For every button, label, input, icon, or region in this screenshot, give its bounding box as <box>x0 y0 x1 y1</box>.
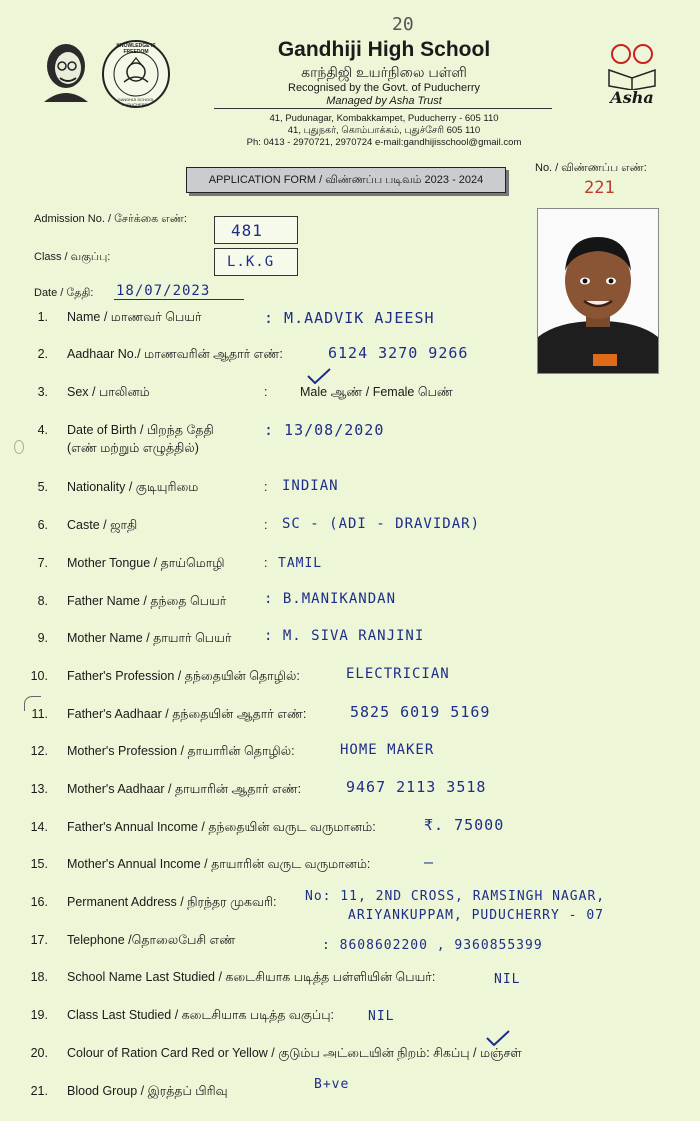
form-title <box>186 167 506 193</box>
red-tick-mark <box>485 1030 511 1051</box>
father-aadhaar-label: Father's Aadhaar / தந்தையின் ஆதார் எண்: <box>67 707 307 721</box>
mother-income-label: Mother's Annual Income / தாயாரின் வருட வருமானம்: <box>67 857 371 871</box>
recognition-text: Recognised by the Govt. of Puducherry <box>288 82 480 94</box>
field-number: 18. <box>30 970 48 984</box>
blood-group-label: Blood Group / இரத்தப் பிரிவு <box>67 1084 228 1098</box>
sex-options[interactable]: Male ஆண் / Female பெண் <box>300 385 453 399</box>
father-name-label: Father Name / தந்தை பெயர் <box>67 594 227 608</box>
page-mark: 20 <box>392 14 414 35</box>
emblem-motto: KNOWLEDGE IS FREEDOM <box>116 43 156 55</box>
mother-name-label: Mother Name / தாயார் பெயர் <box>67 631 232 645</box>
address-value-line2[interactable]: ARIYANKUPPAM, PUDUCHERRY - 07 <box>348 908 604 923</box>
field-number: 13. <box>30 782 48 796</box>
mother-tongue-label: Mother Tongue / தாய்மொழி <box>67 556 225 570</box>
field-number: 20. <box>30 1046 48 1060</box>
application-no-value: 221 <box>584 178 615 198</box>
punch-hole <box>24 696 41 711</box>
form-title-text: APPLICATION FORM / விண்ணப்ப படிவம் 2023 - 2024 <box>208 174 484 186</box>
father-income-value[interactable]: ₹. 75000 <box>424 816 505 834</box>
admission-no-value: 481 <box>231 221 263 240</box>
name-value[interactable]: : M.AADVIK AJEESH <box>264 309 435 327</box>
mother-aadhaar-value[interactable]: 9467 2113 3518 <box>346 778 487 796</box>
address-value-line1[interactable]: No: 11, 2ND CROSS, RAMSINGH NAGAR, <box>305 889 606 904</box>
field-number: 11. <box>31 707 48 721</box>
field-number: 16. <box>30 895 48 909</box>
managed-by-text: Managed by Asha Trust <box>326 95 442 107</box>
application-no-label: No. / விண்ணப்ப எண்: <box>535 162 647 174</box>
school-name: Gandhiji High School <box>277 38 491 61</box>
father-aadhaar-value[interactable]: 5825 6019 5169 <box>350 703 491 721</box>
caste-value[interactable]: SC - (ADI - DRAVIDAR) <box>282 516 481 532</box>
field-number: 5. <box>37 480 48 494</box>
telephone-value[interactable]: : 8608602200 , 9360855399 <box>322 938 543 953</box>
mother-profession-label: Mother's Profession / தாயாரின் தொழில்: <box>67 744 295 758</box>
field-number: 19. <box>30 1008 48 1022</box>
aadhaar-label: Aadhaar No./ மாணவரின் ஆதார் எண்: <box>67 347 283 361</box>
dob-label: Date of Birth / பிறந்த தேதி <box>67 423 214 437</box>
contact-info: Ph: 0413 - 2970721, 2970724 e-mail:gandhijisschool@gmail.com <box>246 137 522 148</box>
dob-sublabel: (எண் மற்றும் எழுத்தில்) <box>67 441 199 455</box>
ration-card-label: Colour of Ration Card Red or Yellow / குடும்ப அட்டையின் நிறம்: சிகப்பு / மஞ்சள் <box>67 1046 522 1060</box>
field-number: 6. <box>37 518 48 532</box>
aadhaar-value[interactable]: 6124 3270 9266 <box>328 344 469 362</box>
mother-profession-value[interactable]: HOME MAKER <box>340 742 435 758</box>
father-income-label: Father's Annual Income / தந்தையின் வருட வருமானம்: <box>67 820 376 834</box>
punch-hole <box>14 440 24 454</box>
dob-value[interactable]: : 13/08/2020 <box>264 421 385 439</box>
date-value: 18/07/2023 <box>114 283 244 300</box>
nationality-value[interactable]: INDIAN <box>282 478 339 494</box>
name-label: Name / மாணவர் பெயர் <box>67 310 202 324</box>
caste-label: Caste / ஜாதி <box>67 518 138 532</box>
school-name-tamil: காந்திஜி உயர்நிலை பள்ளி <box>301 64 467 80</box>
last-school-value[interactable]: NIL <box>494 972 521 987</box>
field-number: 15. <box>30 857 48 871</box>
class-box[interactable] <box>214 248 298 276</box>
mother-tongue-value[interactable]: TAMIL <box>278 556 323 571</box>
admission-no-box[interactable] <box>214 216 298 244</box>
date-label: Date / தேதி: <box>34 287 94 299</box>
telephone-label: Telephone /தொலைபேசி எண் <box>67 933 236 947</box>
student-photo <box>537 208 659 374</box>
field-number: 8. <box>37 594 48 608</box>
header-divider <box>214 108 552 109</box>
mother-name-value[interactable]: : M. SIVA RANJINI <box>264 628 425 644</box>
last-class-label: Class Last Studied / கடைசியாக படித்த வகுப்பு: <box>67 1008 335 1022</box>
asha-trust-logo <box>603 40 661 110</box>
field-number: 21. <box>30 1084 48 1098</box>
field-number: 3. <box>37 385 48 399</box>
last-school-label: School Name Last Studied / கடைசியாக படித்த பள்ளியின் பெயர்: <box>67 970 436 984</box>
address-english: 41, Pudunagar, Kombakkampet, Puducherry - 605 110 <box>269 113 499 124</box>
field-number: 12. <box>30 744 48 758</box>
last-class-value[interactable]: NIL <box>368 1009 395 1024</box>
father-profession-value[interactable]: ELECTRICIAN <box>346 666 450 682</box>
emblem-school-text: GANDHIJI SCHOOL PUDUCHERRY <box>117 97 155 107</box>
father-name-value[interactable]: : B.MANIKANDAN <box>264 591 397 607</box>
field-number: 9. <box>37 631 48 645</box>
field-number: 2. <box>37 347 48 361</box>
address-label: Permanent Address / நிரந்தர முகவரி: <box>67 895 277 909</box>
nationality-label: Nationality / குடியுரிமை <box>67 480 199 494</box>
field-number: 10. <box>30 669 48 683</box>
admission-no-label: Admission No. / சேர்க்கை எண்: <box>34 213 187 225</box>
field-number: 14. <box>30 820 48 834</box>
father-profession-label: Father's Profession / தந்தையின் தொழில்: <box>67 669 300 683</box>
field-number: 7. <box>37 556 48 570</box>
class-value: L.K.G <box>227 254 275 270</box>
field-number: 17. <box>30 933 48 947</box>
male-tick-mark <box>306 368 332 389</box>
sex-label: Sex / பாலினம் <box>67 385 150 399</box>
mother-income-value[interactable]: — <box>424 853 435 871</box>
mother-aadhaar-label: Mother's Aadhaar / தாயாரின் ஆதார் எண்: <box>67 782 302 796</box>
address-tamil: 41, புதுநகர், கொம்பாக்கம், புதுச்சேரி 605 110 <box>287 125 481 136</box>
field-number: 1. <box>37 310 48 324</box>
field-number: 4. <box>37 423 48 437</box>
blood-group-value[interactable]: B+ve <box>314 1077 350 1092</box>
class-label: Class / வகுப்பு: <box>34 251 111 263</box>
asha-logo-text: Asha <box>610 88 654 107</box>
